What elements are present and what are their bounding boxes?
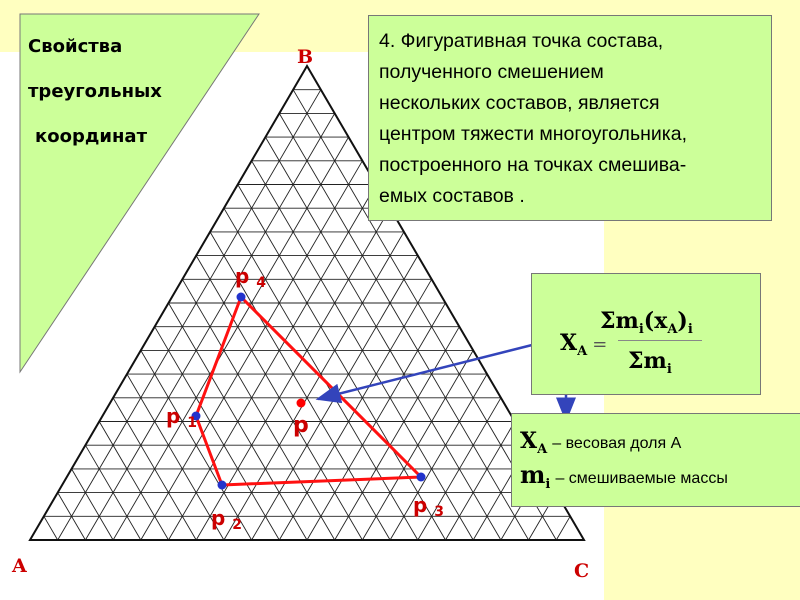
legend-mi-row: $m_i$ – смешиваемые массы	[520, 460, 728, 492]
formula-lhs: $X_A$ =	[560, 330, 608, 359]
vertex-c-label: C	[574, 560, 590, 582]
point-p3-marker	[417, 473, 426, 482]
point-p4-label: p $_4$	[235, 264, 267, 291]
grid-line	[127, 374, 224, 540]
point-p2-marker	[218, 481, 227, 490]
formula-numerator: $\Sigma m_i(x_A)_i$	[600, 308, 693, 337]
grid-line	[556, 516, 570, 540]
rule-panel	[368, 15, 772, 221]
vertex-a-label: A	[12, 555, 27, 577]
formula-fraction-bar	[618, 340, 702, 341]
rule-line-6: емых составов .	[379, 185, 525, 207]
title-line-1: Свойства	[28, 36, 123, 57]
point-p1-label: p $_1$	[166, 404, 198, 431]
point-p2-label: p $_2$	[211, 506, 243, 533]
grid-line	[182, 279, 334, 540]
title-line-2: треугольных	[28, 81, 162, 102]
point-p-marker	[297, 399, 306, 408]
grid-line	[99, 422, 168, 541]
formula-panel	[531, 273, 761, 395]
point-p4-marker	[237, 293, 246, 302]
pointer-arrow	[318, 343, 540, 399]
legend-panel	[511, 413, 800, 507]
grid-line	[238, 185, 446, 541]
point-p3-label: p $_3$	[413, 493, 445, 520]
rule-line-3: нескольких составов, является	[379, 92, 660, 114]
grid-line	[446, 422, 515, 541]
title-line-3: координат	[35, 126, 147, 147]
point-p-label: p	[293, 413, 309, 438]
title-panel	[20, 14, 259, 372]
grid-line	[44, 516, 58, 540]
mixture-polygon	[196, 297, 421, 485]
formula-denominator: $\Sigma m_i$	[628, 348, 672, 377]
grid-line	[169, 185, 377, 541]
rule-line-5: построенного на точках смешива-	[379, 154, 687, 176]
vertex-b-label: B	[297, 46, 314, 68]
grid-line	[72, 469, 114, 540]
legend-xa-row: $X_A$ – весовая доля А	[520, 428, 682, 457]
rule-line-4: центром тяжести многоугольника,	[379, 123, 687, 145]
rule-line-2: полученного смешением	[379, 61, 604, 83]
rule-line-1: 4. Фигуративная точка состава,	[379, 30, 664, 52]
